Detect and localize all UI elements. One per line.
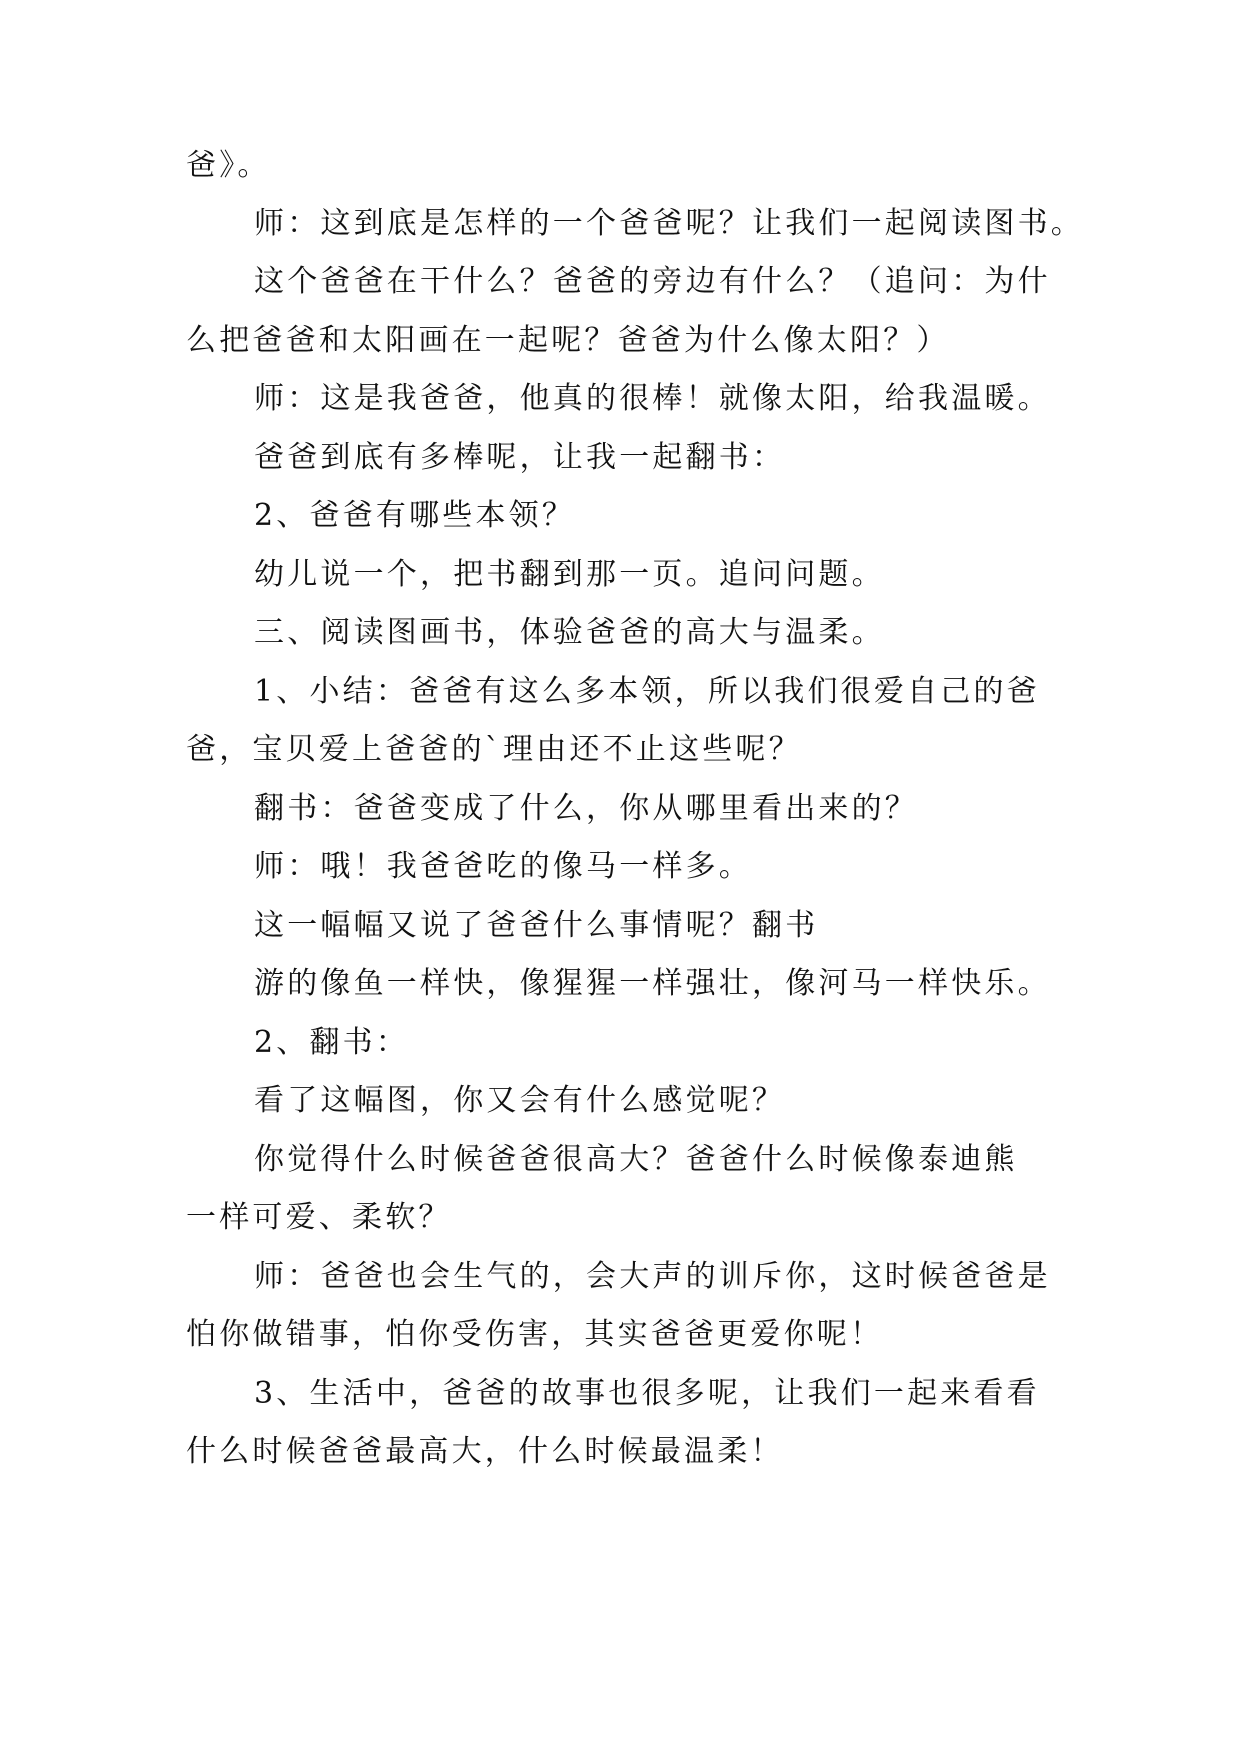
text-line: 三、阅读图画书，体验爸爸的高大与温柔。 xyxy=(254,615,885,650)
text-line: 爸爸到底有多棒呢，让我一起翻书： xyxy=(254,440,786,475)
text-line: 师：这是我爸爸，他真的很棒！就像太阳，给我温暖。 xyxy=(254,381,1051,416)
text-line: 爸》。 xyxy=(186,148,271,183)
text-line: 你觉得什么时候爸爸很高大？爸爸什么时候像泰迪熊 xyxy=(254,1142,1018,1177)
text-line: 爸，宝贝爱上爸爸的`理由还不止这些呢？ xyxy=(186,732,802,767)
text-line: 3、生活中，爸爸的故事也很多呢，让我们一起来看看 xyxy=(254,1376,1040,1411)
text-line: 1、小结：爸爸有这么多本领，所以我们很爱自己的爸 xyxy=(254,674,1040,709)
text-line: 这个爸爸在干什么？爸爸的旁边有什么？（追问：为什 xyxy=(254,264,1051,299)
text-line: 这一幅幅又说了爸爸什么事情呢？翻书 xyxy=(254,908,819,943)
text-line: 师：爸爸也会生气的，会大声的训斥你，这时候爸爸是 xyxy=(254,1259,1051,1294)
text-line: 看了这幅图，你又会有什么感觉呢？ xyxy=(254,1083,786,1118)
text-line: 师：这到底是怎样的一个爸爸呢？让我们一起阅读图书。 xyxy=(254,206,1084,241)
text-line: 游的像鱼一样快，像猩猩一样强壮，像河马一样快乐。 xyxy=(254,966,1051,1001)
text-line: 2、翻书： xyxy=(254,1025,410,1060)
text-line: 翻书：爸爸变成了什么，你从哪里看出来的？ xyxy=(254,791,918,826)
text-line: 师：哦！我爸爸吃的像马一样多。 xyxy=(254,849,752,884)
text-line: 幼儿说一个，把书翻到那一页。追问问题。 xyxy=(254,557,885,592)
text-line: 什么时候爸爸最高大，什么时候最温柔！ xyxy=(186,1434,784,1469)
text-line: 么把爸爸和太阳画在一起呢？爸爸为什么像太阳？） xyxy=(186,323,950,358)
text-line: 2、爸爸有哪些本领？ xyxy=(254,498,576,533)
text-line: 怕你做错事，怕你受伤害，其实爸爸更爱你呢！ xyxy=(186,1317,884,1352)
text-line: 一样可爱、柔软？ xyxy=(186,1200,452,1235)
